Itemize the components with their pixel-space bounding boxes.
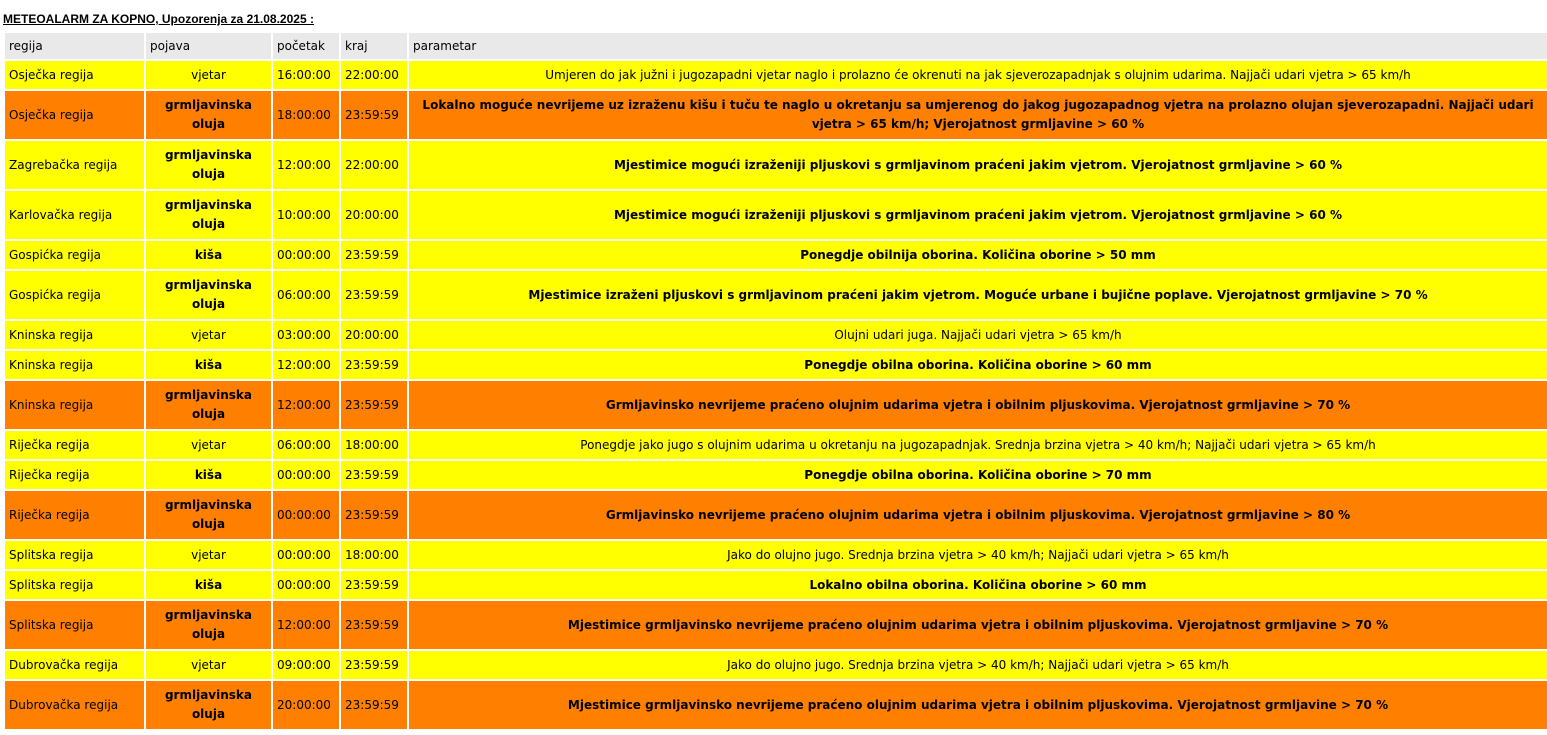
- cell-parametar: Ponegdje obilna oborina. Količina oborine > 60 mm: [408, 350, 1547, 380]
- cell-regija: Osječka regija: [4, 60, 145, 90]
- cell-regija: Zagrebačka regija: [4, 140, 145, 190]
- cell-pocetak: 18:00:00: [272, 90, 340, 140]
- table-row: [4, 240, 1547, 270]
- cell-kraj: 23:59:59: [340, 380, 408, 430]
- table-header-row: [4, 32, 1547, 60]
- cell-regija: Riječka regija: [4, 490, 145, 540]
- cell-parametar: Umjeren do jak južni i jugozapadni vjetar naglo i prolazno će okrenuti na jak sjeverozapadnjak s olujnim udarima. Najjači udari vjetra > 65 km/h: [408, 60, 1547, 90]
- cell-pojava: vjetar: [145, 650, 272, 680]
- cell-kraj: 20:00:00: [340, 320, 408, 350]
- cell-pojava: kiša: [145, 570, 272, 600]
- cell-kraj: 22:00:00: [340, 60, 408, 90]
- cell-kraj: 23:59:59: [340, 460, 408, 490]
- cell-parametar: Jako do olujno jugo. Srednja brzina vjetra > 40 km/h; Najjači udari vjetra > 65 km/h: [408, 540, 1547, 570]
- cell-pojava: grmljavinska oluja: [145, 600, 272, 650]
- page-title: METEOALARM ZA KOPNO, Upozorenja za 21.08.2025 :: [3, 12, 314, 26]
- cell-parametar: Ponegdje obilna oborina. Količina oborine > 70 mm: [408, 460, 1547, 490]
- cell-pocetak: 00:00:00: [272, 540, 340, 570]
- cell-regija: Dubrovačka regija: [4, 650, 145, 680]
- cell-parametar: Mjestimice mogući izraženiji pljuskovi s grmljavinom praćeni jakim vjetrom. Vjerojatnost grmljavine > 60 %: [408, 190, 1547, 240]
- table-row: [4, 60, 1547, 90]
- cell-regija: Kninska regija: [4, 380, 145, 430]
- cell-regija: Riječka regija: [4, 460, 145, 490]
- header-parametar: parametar: [408, 32, 1547, 60]
- cell-pocetak: 12:00:00: [272, 350, 340, 380]
- cell-parametar: Mjestimice grmljavinsko nevrijeme praćeno olujnim udarima vjetra i obilnim pljuskovima. Vjerojatnost grmljavine > 70 %: [408, 680, 1547, 730]
- cell-kraj: 23:59:59: [340, 350, 408, 380]
- cell-pocetak: 00:00:00: [272, 490, 340, 540]
- table-row: [4, 540, 1547, 570]
- cell-pocetak: 12:00:00: [272, 380, 340, 430]
- cell-regija: Riječka regija: [4, 430, 145, 460]
- cell-pojava: kiša: [145, 460, 272, 490]
- cell-regija: Kninska regija: [4, 320, 145, 350]
- table-row: [4, 650, 1547, 680]
- cell-pojava: kiša: [145, 240, 272, 270]
- table-row: [4, 680, 1547, 730]
- cell-kraj: 23:59:59: [340, 570, 408, 600]
- warnings-table: [3, 31, 1547, 731]
- table-row: [4, 140, 1547, 190]
- table-row: [4, 90, 1547, 140]
- table-row: [4, 430, 1547, 460]
- table-row: [4, 190, 1547, 240]
- cell-pocetak: 16:00:00: [272, 60, 340, 90]
- cell-parametar: Mjestimice grmljavinsko nevrijeme praćeno olujnim udarima vjetra i obilnim pljuskovima. Vjerojatnost grmljavine > 70 %: [408, 600, 1547, 650]
- cell-pojava: grmljavinska oluja: [145, 140, 272, 190]
- cell-kraj: 23:59:59: [340, 490, 408, 540]
- cell-pojava: grmljavinska oluja: [145, 270, 272, 320]
- cell-pojava: grmljavinska oluja: [145, 190, 272, 240]
- cell-kraj: 23:59:59: [340, 650, 408, 680]
- cell-pojava: grmljavinska oluja: [145, 380, 272, 430]
- cell-pocetak: 00:00:00: [272, 460, 340, 490]
- cell-pocetak: 10:00:00: [272, 190, 340, 240]
- cell-pocetak: 03:00:00: [272, 320, 340, 350]
- cell-kraj: 18:00:00: [340, 540, 408, 570]
- cell-parametar: Mjestimice izraženi pljuskovi s grmljavinom praćeni jakim vjetrom. Moguće urbane i bujične poplave. Vjerojatnost grmljavine > 70 %: [408, 270, 1547, 320]
- cell-pocetak: 09:00:00: [272, 650, 340, 680]
- cell-regija: Osječka regija: [4, 90, 145, 140]
- cell-parametar: Grmljavinsko nevrijeme praćeno olujnim udarima vjetra i obilnim pljuskovima. Vjerojatnost grmljavine > 80 %: [408, 490, 1547, 540]
- cell-pojava: grmljavinska oluja: [145, 490, 272, 540]
- cell-pojava: kiša: [145, 350, 272, 380]
- cell-pocetak: 06:00:00: [272, 430, 340, 460]
- cell-regija: Dubrovačka regija: [4, 680, 145, 730]
- cell-regija: Splitska regija: [4, 570, 145, 600]
- cell-kraj: 23:59:59: [340, 90, 408, 140]
- cell-parametar: Ponegdje jako jugo s olujnim udarima u okretanju na jugozapadnjak. Srednja brzina vjetra > 40 km/h; Najjači udari vjetra > 65 km/h: [408, 430, 1547, 460]
- cell-kraj: 23:59:59: [340, 680, 408, 730]
- cell-kraj: 18:00:00: [340, 430, 408, 460]
- cell-regija: Splitska regija: [4, 540, 145, 570]
- cell-pocetak: 00:00:00: [272, 570, 340, 600]
- cell-kraj: 23:59:59: [340, 270, 408, 320]
- table-row: [4, 380, 1547, 430]
- cell-parametar: Lokalno obilna oborina. Količina oborine > 60 mm: [408, 570, 1547, 600]
- table-row: [4, 460, 1547, 490]
- cell-pojava: grmljavinska oluja: [145, 90, 272, 140]
- cell-kraj: 22:00:00: [340, 140, 408, 190]
- header-kraj: kraj: [340, 32, 408, 60]
- cell-pocetak: 00:00:00: [272, 240, 340, 270]
- cell-regija: Karlovačka regija: [4, 190, 145, 240]
- table-row: [4, 350, 1547, 380]
- cell-kraj: 20:00:00: [340, 190, 408, 240]
- table-row: [4, 270, 1547, 320]
- cell-pojava: vjetar: [145, 320, 272, 350]
- header-pojava: pojava: [145, 32, 272, 60]
- cell-pojava: vjetar: [145, 430, 272, 460]
- cell-regija: Splitska regija: [4, 600, 145, 650]
- cell-regija: Gospićka regija: [4, 270, 145, 320]
- cell-pocetak: 12:00:00: [272, 600, 340, 650]
- cell-pocetak: 12:00:00: [272, 140, 340, 190]
- cell-parametar: Jako do olujno jugo. Srednja brzina vjetra > 40 km/h; Najjači udari vjetra > 65 km/h: [408, 650, 1547, 680]
- cell-parametar: Olujni udari juga. Najjači udari vjetra > 65 km/h: [408, 320, 1547, 350]
- header-regija: regija: [4, 32, 145, 60]
- cell-pocetak: 06:00:00: [272, 270, 340, 320]
- header-pocetak: početak: [272, 32, 340, 60]
- table-row: [4, 600, 1547, 650]
- table-row: [4, 570, 1547, 600]
- cell-pojava: vjetar: [145, 540, 272, 570]
- cell-parametar: Lokalno moguće nevrijeme uz izraženu kišu i tuču te naglo u okretanju sa umjerenog do jakog jugozapadnog vjetra na prolazno olujan sjeverozapadni. Najjači udari vjetra > 65 km/h; Vjerojatnost grmljavine > 60 %: [408, 90, 1547, 140]
- table-row: [4, 320, 1547, 350]
- cell-pocetak: 20:00:00: [272, 680, 340, 730]
- table-row: [4, 490, 1547, 540]
- cell-parametar: Ponegdje obilnija oborina. Količina oborine > 50 mm: [408, 240, 1547, 270]
- cell-parametar: Mjestimice mogući izraženiji pljuskovi s grmljavinom praćeni jakim vjetrom. Vjerojatnost grmljavine > 60 %: [408, 140, 1547, 190]
- cell-pojava: vjetar: [145, 60, 272, 90]
- cell-regija: Kninska regija: [4, 350, 145, 380]
- cell-kraj: 23:59:59: [340, 600, 408, 650]
- cell-regija: Gospićka regija: [4, 240, 145, 270]
- cell-parametar: Grmljavinsko nevrijeme praćeno olujnim udarima vjetra i obilnim pljuskovima. Vjerojatnost grmljavine > 70 %: [408, 380, 1547, 430]
- cell-pojava: grmljavinska oluja: [145, 680, 272, 730]
- cell-kraj: 23:59:59: [340, 240, 408, 270]
